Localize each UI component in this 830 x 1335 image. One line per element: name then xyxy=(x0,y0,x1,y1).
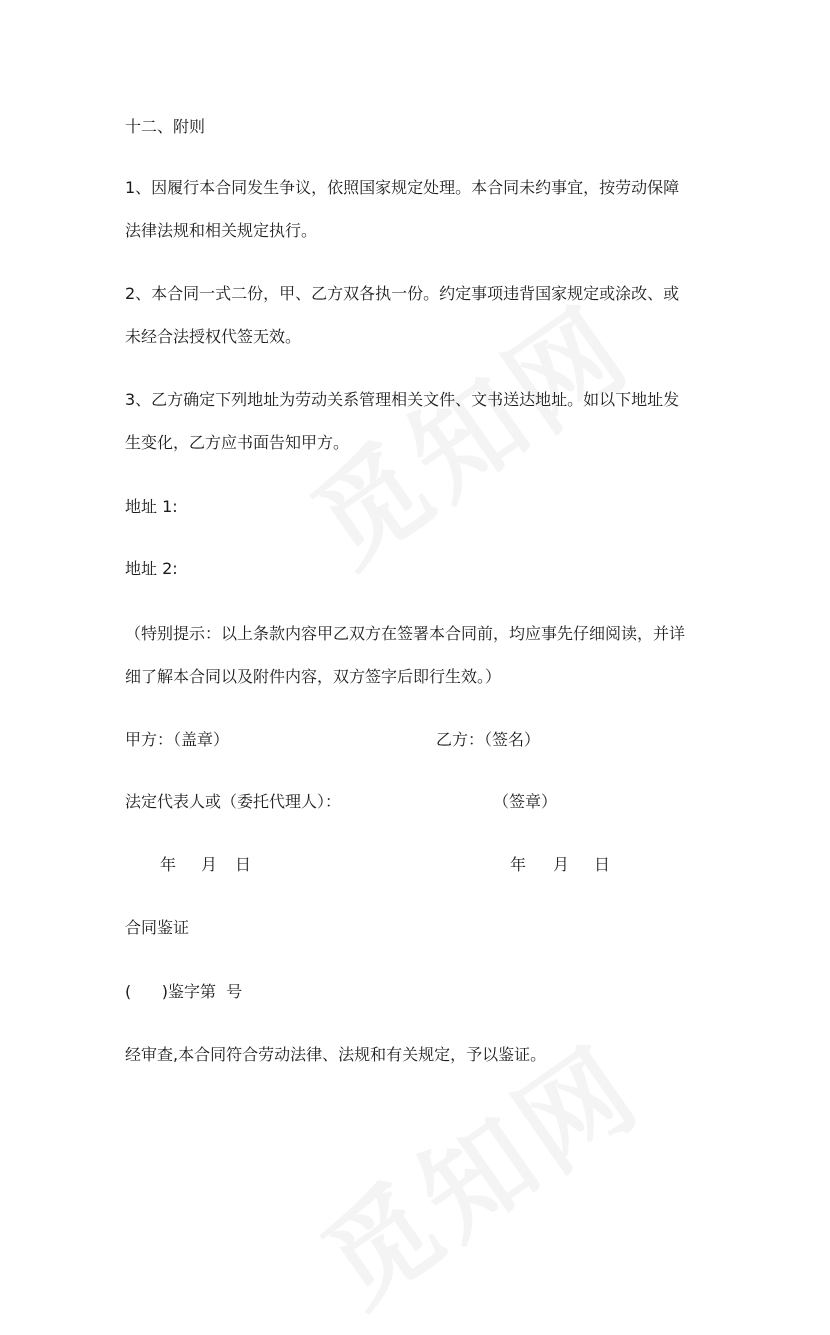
signature-seal-label: （签章） xyxy=(493,792,558,811)
date-left-day: 日 xyxy=(235,855,252,874)
date-right-day: 日 xyxy=(594,855,611,874)
clause-3-line-2: 生变化，乙方应书面告知甲方。 xyxy=(125,433,350,452)
clause-1-line-1: 1、因履行本合同发生争议，依照国家规定处理。本合同未约事宜，按劳动保障 xyxy=(125,178,680,197)
legal-representative-label: 法定代表人或（委托代理人）： xyxy=(125,792,342,811)
date-left-month: 月 xyxy=(201,855,218,874)
address-1-label: 地址 1: xyxy=(125,497,178,516)
verification-title: 合同鉴证 xyxy=(125,918,190,937)
clause-1-line-2: 法律法规和相关规定执行。 xyxy=(125,221,318,240)
clause-2-line-2: 未经合法授权代签无效。 xyxy=(125,327,302,346)
clause-2-line-1: 2、本合同一式二份，甲、乙方双各执一份。约定事项违背国家规定或涂改、或 xyxy=(125,284,680,303)
special-note-line-2: 细了解本合同以及附件内容，双方签字后即行生效。） xyxy=(125,667,502,686)
section-heading: 十二、附则 xyxy=(125,117,206,136)
special-note-line-1: （特别提示：以上条款内容甲乙双方在签署本合同前，均应事先仔细阅读，并详 xyxy=(125,624,686,643)
watermark xyxy=(277,263,658,595)
date-right-year: 年 xyxy=(510,855,527,874)
verification-statement: 经审查,本合同符合劳动法律、法规和有关规定，予以鉴证。 xyxy=(125,1045,547,1064)
party-b-signature: 乙方：（签名） xyxy=(436,730,541,749)
clause-3-line-1: 3、乙方确定下列地址为劳动关系管理相关文件、文书送达地址。如以下地址发 xyxy=(125,390,680,409)
party-a-seal: 甲方：（盖章） xyxy=(125,730,230,749)
date-left-year: 年 xyxy=(160,855,177,874)
address-2-label: 地址 2: xyxy=(125,559,178,578)
date-right-month: 月 xyxy=(553,855,570,874)
verification-number: ( )鉴字第 号 xyxy=(125,982,243,1001)
